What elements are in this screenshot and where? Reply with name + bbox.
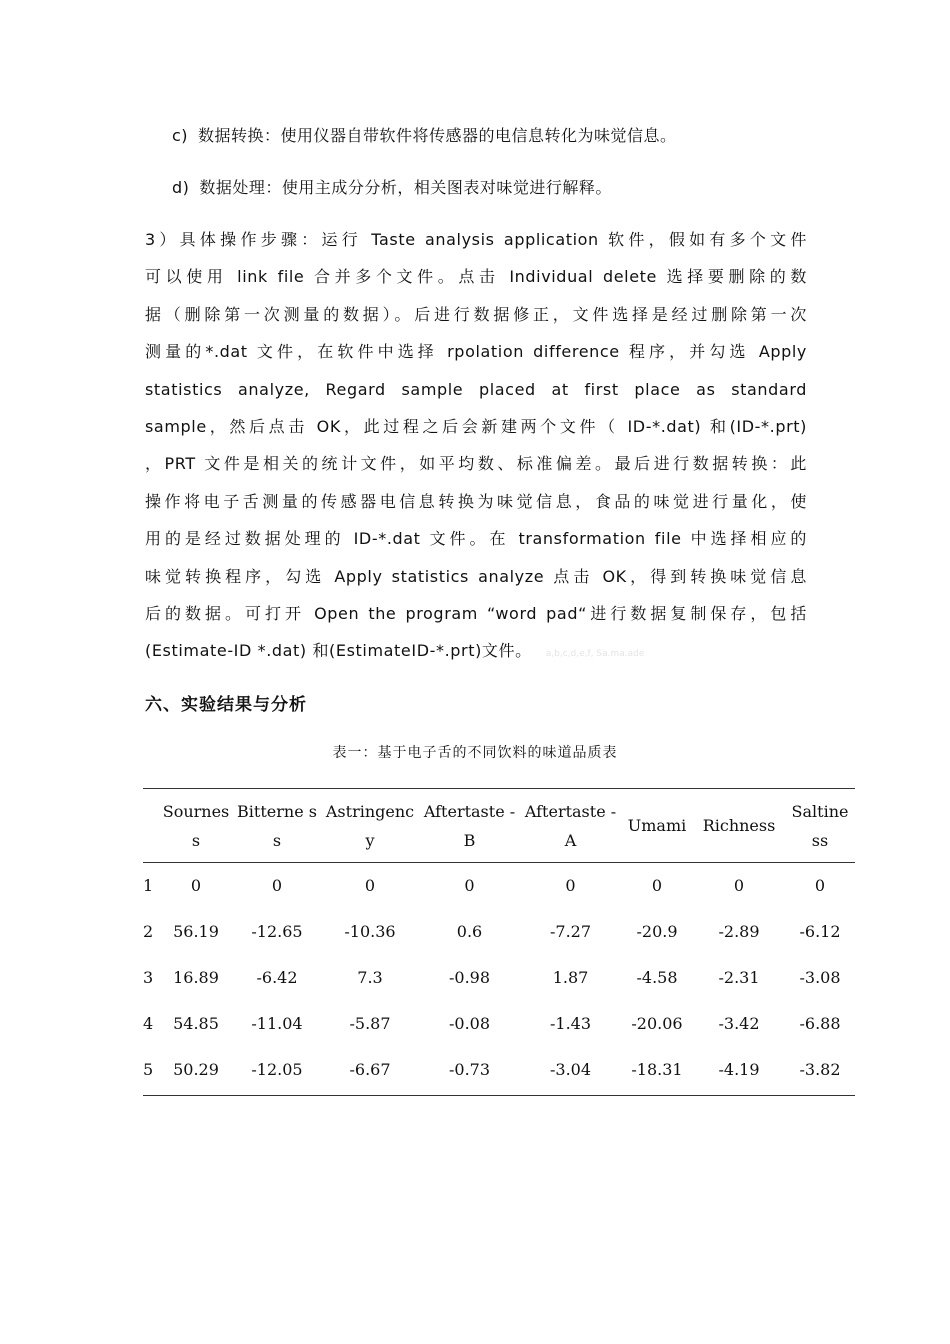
paragraph-line: sample，然后点击 OK，此过程之后会新建两个文件（ ID-*.dat) 和(ID-*.prt)	[145, 416, 807, 436]
table-cell: -1.43	[549, 1013, 592, 1033]
paragraph-line: 可以使用 link file 合并多个文件。点击 Individual delete 选择要删除的数	[145, 267, 807, 287]
table-cell: 0	[190, 875, 202, 895]
row-id: 2	[143, 921, 154, 941]
table-cell: 50.29	[173, 1059, 219, 1079]
paragraph-line: ，PRT 文件是相关的统计文件，如平均数、标准偏差。最后进行数据转换：此	[145, 454, 807, 474]
header-bitterness: Bitterne ss	[237, 801, 317, 850]
table-cell: -20.9	[636, 921, 678, 941]
header-aftertaste-a: Aftertaste -A	[524, 801, 617, 850]
table-cell: -3.82	[799, 1059, 841, 1079]
table-cell: -6.12	[799, 921, 841, 941]
table-cell: -12.65	[251, 921, 303, 941]
table-cell: -7.27	[549, 921, 592, 941]
paragraph-line: 操作将电子舌测量的传感器电信息转换为味觉信息，食品的味觉进行量化，使	[145, 491, 807, 511]
table-cell: -2.89	[718, 921, 760, 941]
header-sourness: Sournes s	[162, 801, 230, 850]
table-cell: 7.3	[357, 967, 383, 987]
table-cell: 0	[271, 875, 283, 895]
header-cell	[693, 789, 785, 862]
list-marker: d)	[172, 178, 190, 197]
header-saltiness: Saltine ss	[791, 801, 849, 850]
paragraph-line: 味觉转换程序，勾选 Apply statistics analyze 点击 OK，得到转换味觉信息	[145, 566, 807, 586]
list-item-c	[172, 124, 677, 148]
header-umami: Umami	[627, 816, 687, 835]
table-cell: -2.31	[718, 967, 760, 987]
table-cell: -5.87	[349, 1013, 391, 1033]
table-cell: -0.08	[448, 1013, 491, 1033]
paragraph-line: 3）具体操作步骤：运行 Taste analysis application 软件，假如有多个文件	[145, 230, 807, 249]
table-cell: -20.06	[631, 1013, 683, 1033]
paragraph-line: (Estimate-ID *.dat) 和(EstimateID-*.prt)文件。	[145, 641, 532, 661]
procedure-paragraph	[145, 228, 807, 677]
list-text: 数据处理：使用主成分分析，相关图表对味觉进行解释。	[199, 178, 612, 197]
row-id: 4	[143, 1013, 154, 1033]
row-id: 1	[143, 875, 154, 895]
table-row	[143, 1046, 855, 1092]
paragraph-line: 后的数据。可打开 Open the program “word pad“进行数据复制保存，包括	[145, 603, 807, 623]
table-cell: -0.98	[448, 967, 491, 987]
table-cell: 16.89	[173, 967, 219, 987]
table-cell: 0	[364, 875, 376, 895]
header-cell	[621, 789, 693, 862]
table-cell: -3.08	[799, 967, 841, 987]
header-cell	[419, 789, 520, 862]
table-cell: 0	[565, 875, 576, 895]
header-aftertaste-b: Aftertaste -B	[423, 801, 516, 850]
table-cell: -4.19	[718, 1059, 760, 1079]
table-cell: 0	[464, 875, 475, 895]
header-cell	[785, 789, 855, 862]
table-cell: 0	[814, 875, 826, 895]
table-bottom-rule	[143, 1095, 855, 1096]
table-cell: 0	[651, 875, 663, 895]
table-cell: -18.31	[631, 1059, 683, 1079]
table-cell: -6.88	[799, 1013, 841, 1033]
table-cell: 0	[733, 875, 745, 895]
table-row	[143, 1000, 855, 1046]
paragraph-last-line	[145, 639, 807, 676]
header-cell	[159, 789, 233, 862]
header-cell	[520, 789, 621, 862]
row-id: 3	[143, 967, 154, 987]
table-cell: 54.85	[173, 1013, 219, 1033]
table-cell: -0.73	[448, 1059, 491, 1079]
list-item-d	[172, 176, 612, 200]
paragraph-line: 据（删除第一次测量的数据）。后进行数据修正，文件选择是经过删除第一次	[145, 304, 807, 324]
table-header-row	[143, 789, 855, 862]
header-richness: Richness	[702, 816, 776, 835]
list-text: 数据转换：使用仪器自带软件将传感器的电信息转化为味觉信息。	[198, 126, 677, 145]
table-caption: 表一：基于电子舌的不同饮料的味道品质表	[332, 745, 618, 761]
table-cell: 0.6	[456, 921, 483, 941]
table-cell: -10.36	[344, 921, 396, 941]
taste-quality-table	[143, 789, 855, 1092]
table-cell: -3.04	[549, 1059, 592, 1079]
header-cell	[321, 789, 419, 862]
paragraph-line: 用的是经过数据处理的 ID-*.dat 文件。在 transformation file 中选择相应的	[145, 529, 807, 549]
paragraph-line: 测量的*.dat 文件，在软件中选择 rpolation difference 程序，并勾选 Apply	[145, 342, 807, 362]
table-row	[143, 954, 855, 1000]
table-cell: 1.87	[552, 967, 589, 987]
header-astringency: Astringenc y	[325, 801, 415, 850]
table-cell: -11.04	[251, 1013, 303, 1033]
table-cell: -6.67	[349, 1059, 391, 1079]
table-row	[143, 862, 855, 908]
table-cell: -3.42	[718, 1013, 760, 1033]
faint-annotation: a,b,c,d,e,f, Sa.ma.ade	[545, 649, 645, 660]
section-heading: 六、实验结果与分析	[145, 695, 307, 715]
table-row	[143, 908, 855, 954]
table-cell: -12.05	[251, 1059, 303, 1079]
header-cell	[143, 789, 159, 862]
header-cell	[233, 789, 321, 862]
paragraph-line: statistics analyze, Regard sample placed at first place as standard	[145, 379, 807, 399]
list-marker: c)	[172, 126, 189, 145]
table-cell: -4.58	[636, 967, 678, 987]
row-id: 5	[143, 1059, 154, 1079]
table-cell: 56.19	[173, 921, 219, 941]
table-cell: -6.42	[256, 967, 298, 987]
